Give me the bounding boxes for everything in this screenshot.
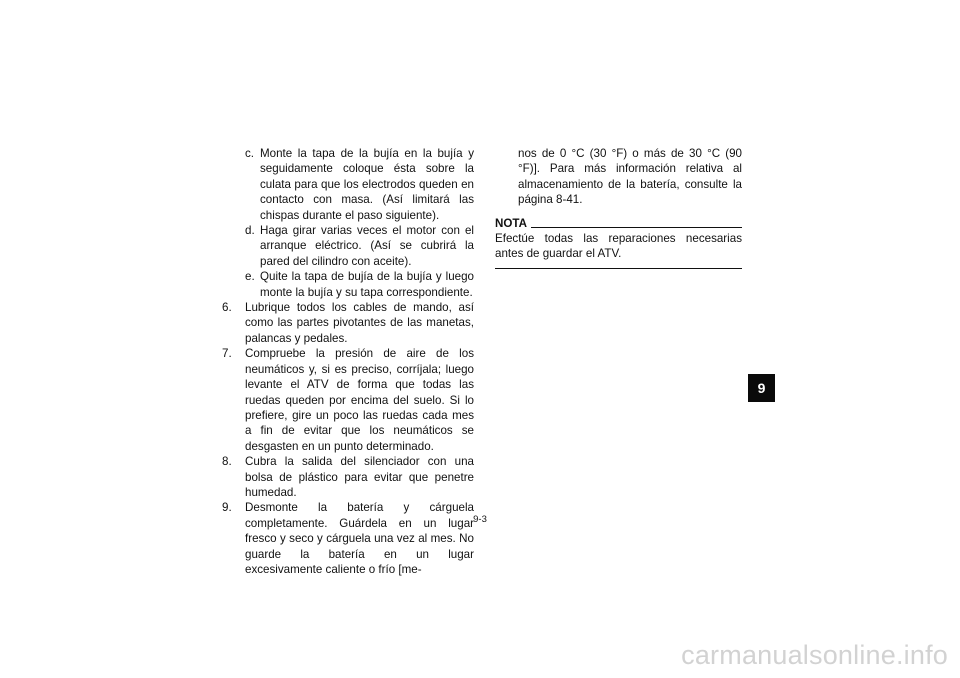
page-number: 9-3	[473, 514, 487, 525]
step-text: Lubrique todos los cables de mando, así como las partes pivotantes de las manetas, palancas y pedales.	[245, 301, 474, 345]
step-marker: c.	[245, 147, 255, 160]
watermark: carmanualsonline.info	[681, 640, 948, 670]
right-column	[495, 146, 742, 269]
step-c	[222, 146, 474, 223]
left-column	[222, 146, 474, 577]
step-6	[222, 300, 474, 346]
step-text: Monte la tapa de la bujía en la bujía y seguidamente coloque ésta sobre la culata para que los electrodos queden en contacto con masa. (Así limitará las chispas durante el paso siguiente).	[260, 147, 474, 222]
step-text: Quite la tapa de bujía de la bujía y luego monte la bujía y su tapa correspondiente.	[260, 270, 474, 299]
step-marker: 9.	[222, 501, 232, 515]
step-d	[222, 223, 474, 269]
step-text: Cubra la salida del silenciador con una bolsa de plástico para evitar que penetre humedad.	[245, 455, 474, 499]
step-text: Haga girar varias veces el motor con el arranque eléctrico. (Así se cubrirá la pared del cilindro con aceite).	[260, 224, 474, 268]
step-e	[222, 269, 474, 300]
nota-end-rule	[495, 268, 742, 269]
step-marker: e.	[245, 270, 255, 284]
step-text: Compruebe la presión de aire de los neumáticos y, si es preciso, corríjala; luego levante el ATV de forma que todas las ruedas queden por encima del suelo. Si lo prefiere, gire un poco las ruedas cada mes a fin de evitar que los neumáticos se desgasten en un punto determinado.	[245, 347, 474, 453]
nota-header	[495, 216, 742, 231]
step-8	[222, 454, 474, 500]
step-9-continuation: nos de 0 °C (30 °F) o más de 30 °C (90 °F)]. Para más información relativa al almacenamiento de la batería, consulte la página 8-41.	[518, 147, 742, 207]
step-7	[222, 346, 474, 454]
nota-label: NOTA	[495, 216, 527, 230]
step-text: Desmonte la batería y cárguela completamente. Guárdela en un lugar fresco y seco y cárguela una vez al mes. No guarde la batería en un lugar excesivamente caliente o frío [me-	[245, 501, 474, 576]
step-marker: 6.	[222, 301, 232, 315]
nota-text: Efectúe todas las reparaciones necesarias antes de guardar el ATV.	[495, 232, 742, 261]
nota-rule	[531, 227, 742, 228]
chapter-tab: 9	[748, 374, 775, 402]
step-marker: 8.	[222, 455, 232, 469]
step-marker: d.	[245, 224, 255, 238]
step-9	[222, 500, 474, 577]
step-marker: 7.	[222, 347, 232, 361]
